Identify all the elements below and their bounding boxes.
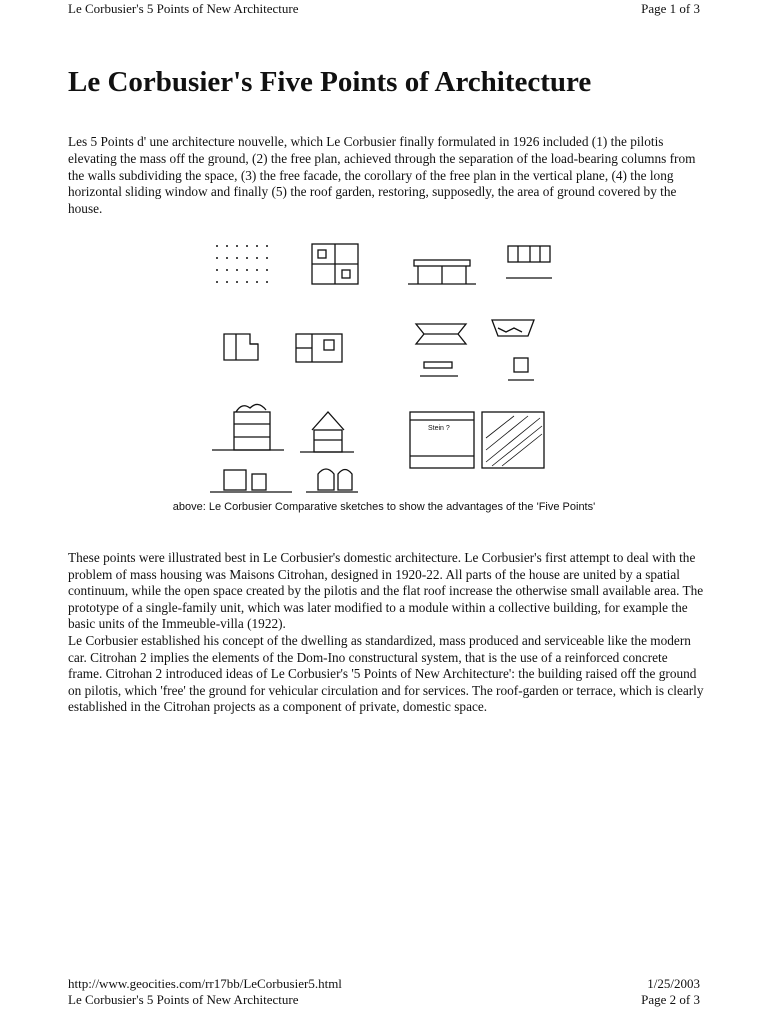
five-points-sketches (196, 234, 568, 502)
footer-date: 1/25/2003 (647, 976, 700, 991)
sketch-hatched-facade (482, 412, 544, 468)
footer-doc-title: Le Corbusier's 5 Points of New Architecture (68, 992, 299, 1007)
body-paragraph-2: Le Corbusier established his concept of the dwelling as standardized, mass produced and serviceable like the modern car. Citrohan 2 implies the elements of the Dom-Ino constructural system, that is the use of a reinforced concrete frame. Citrohan 2 introduced ideas of Le Corbusier's '5 Points of New Architecture': the building raised off the ground on pilotis, which 'free' the ground for vehicular circulation and for services. The roof-garden or terrace, which is clearly established in the Citrohan projects as a component of private, domestic space. (68, 632, 704, 715)
body-paragraph-1: These points were illustrated best in Le Corbusier's domestic architecture. Le Corbusier's first attempt to deal with the problem of mass housing was Maisons Citrohan, designed in 1920-22. All parts of the house are united by a spatial continuum, while the open space created by the pilotis and the flat roof increase the otherwise small available area. The prototype of a single-family unit, which was later modified to a module within a collective building, for example the basic units of the Immeuble-villa (1922). (68, 550, 704, 632)
footer-url[interactable]: http://www.geocities.com/rr17bb/LeCorbusier5.html (68, 976, 342, 991)
sketch-label: Stein ? (428, 425, 450, 432)
page-title: Le Corbusier's Five Points of Architecture (68, 66, 592, 98)
header-doc-title: Le Corbusier's 5 Points of New Architecture (68, 1, 299, 16)
sketch-traditional-columns-grid (216, 246, 272, 282)
sketch-traditional-facade (212, 404, 284, 450)
body-text (68, 550, 704, 716)
print-header (68, 0, 700, 20)
sketch-traditional-gabled-house (300, 412, 354, 452)
sketch-roof-garden (492, 320, 534, 380)
header-page-number: Page 1 of 3 (641, 1, 700, 16)
figure-caption: above: Le Corbusier Comparative sketches to show the advantages of the 'Five Points' (172, 501, 596, 513)
sketch-free-plan (506, 246, 552, 278)
sketch-traditional-plan-2 (296, 334, 342, 362)
sketch-pilotis-elevation (408, 260, 476, 284)
sketch-free-facade (416, 324, 466, 376)
sketch-ribbon-window-facade (410, 412, 474, 468)
intro-paragraph: Les 5 Points d' une architecture nouvelle, which Le Corbusier finally formulated in 1926 included (1) the pilotis elevating the mass off the ground, (2) the free plan, achieved through the separation of the load-bearing columns from the walls subdividing the space, (3) the free facade, the corollary of the free plan in the vertical plane, (4) the long horizontal sliding window and finally (5) the roof garden, restoring, supposedly, the area of ground covered by the house. (68, 134, 696, 217)
sketch-traditional-section (210, 469, 358, 492)
sketch-traditional-plan (224, 334, 258, 360)
sketch-traditional-wall-plan (312, 244, 358, 284)
print-footer (68, 976, 700, 1008)
footer-page-number: Page 2 of 3 (641, 992, 700, 1007)
